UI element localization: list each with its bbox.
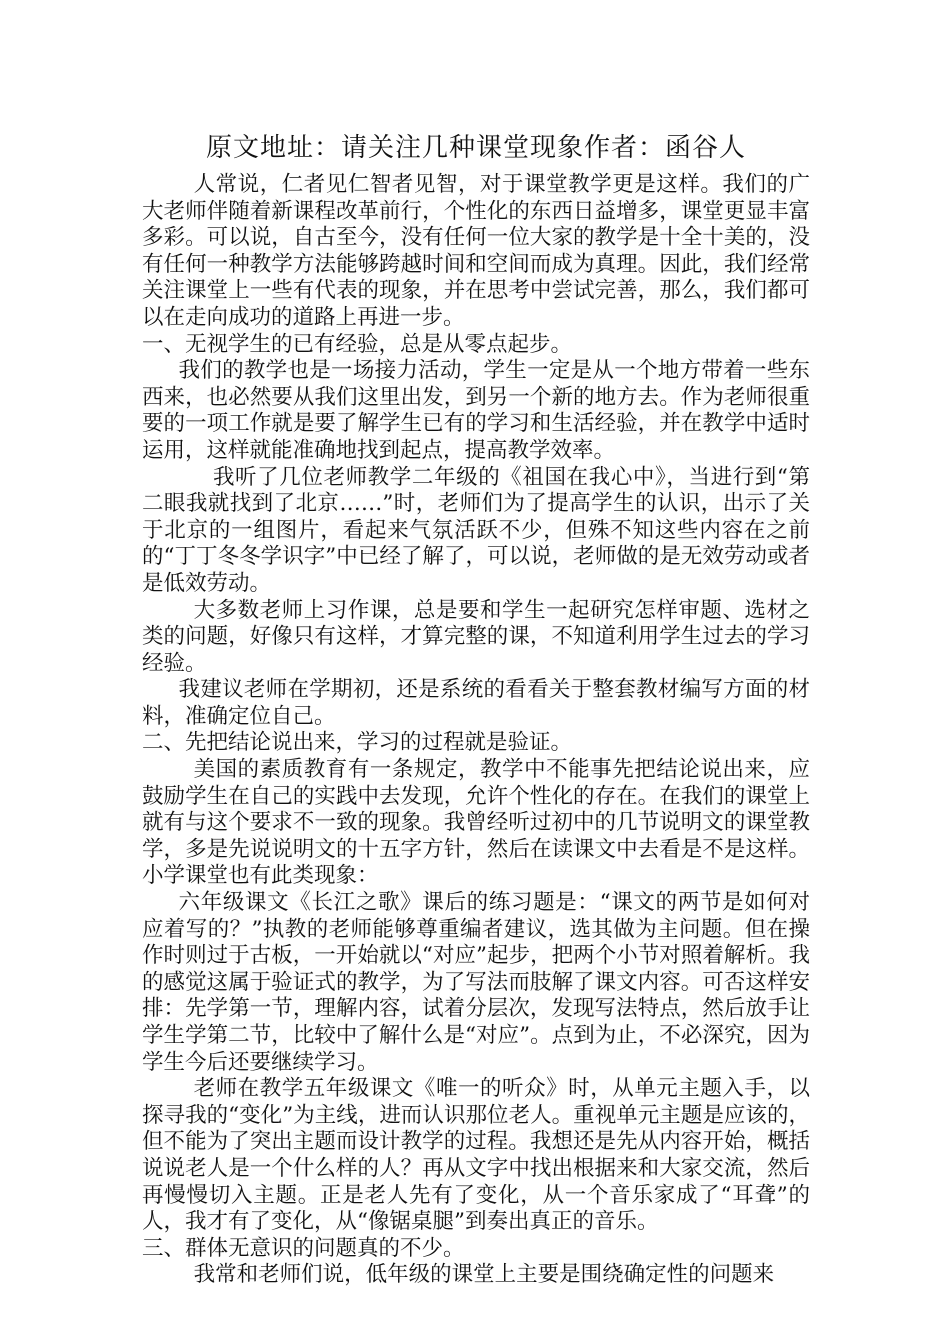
section-heading-3: 三、群体无意识的问题真的不少。 <box>142 1235 465 1261</box>
body-paragraph: 我们的教学也是一场接力活动，学生一定是从一个地方带着一些东西来，也必然要从我们这里出发，到另一个新的地方去。作为老师很重要的一项工作就是要了解学生已有的学习和生活经验，并在教学中适时运用，这样就能准确地找到起点，提高教学效率。 <box>142 358 810 463</box>
body-paragraph: 美国的素质教育有一条规定，教学中不能事先把结论说出来，应鼓励学生在自己的实践中去发现，允许个性化的存在。在我们的课堂上就有与这个要求不一致的现象。我曾经听过初中的几节说明文的课堂教学，多是先说说明文的十五字方针，然后在读课文中去看是不是这样。小学课堂也有此类现象： <box>142 757 810 889</box>
body-paragraph: 大多数老师上习作课，总是要和学生一起研究怎样审题、选材之类的问题，好像只有这样，才算完整的课，不知道利用学生过去的学习经验。 <box>142 597 810 676</box>
document-title: 原文地址：请关注几种课堂现象作者：函谷人 <box>205 133 746 163</box>
section-heading-2: 二、先把结论说出来，学习的过程就是验证。 <box>142 730 573 756</box>
body-paragraph: 六年级课文《长江之歌》课后的练习题是：“课文的两节是如何对应着写的？”执教的老师能够尊重编者建议，选其做为主问题。但在操作时则过于古板，一开始就以“对应”起步，把两个小节对照着解析。我的感觉这属于验证式的教学，为了写法而肢解了课文内容。可否这样安排：先学第一节，理解内容，试着分层次，发现写法特点，然后放手让学生学第二节，比较中了解什么是“对应”。点到为止，不必深究，因为学生今后还要继续学习。 <box>142 890 810 1075</box>
document-page <box>142 130 810 1289</box>
body-paragraph: 我听了几位老师教学二年级的《祖国在我心中》，当进行到“第二眼我就找到了北京……”时，老师们为了提高学生的认识，出示了关于北京的一组图片，看起来气氛活跃不少，但殊不知这些内容在之前的“丁丁冬冬学识字”中已经了解了，可以说，老师做的是无效劳动或者是低效劳动。 <box>142 464 810 596</box>
body-paragraph: 我常和老师们说，低年级的课堂上主要是围绕确定性的问题来 <box>193 1262 775 1288</box>
intro-paragraph: 人常说，仁者见仁智者见智，对于课堂教学更是这样。我们的广大老师伴随着新课程改革前行，个性化的东西日益增多，课堂更显丰富多彩。可以说，自古至今，没有任何一位大家的教学是十全十美的，没有任何一种教学方法能够跨越时间和空间而成为真理。因此，我们经常关注课堂上一些有代表的现象，并在思考中尝试完善，那么，我们都可以在走向成功的道路上再进一步。 <box>142 172 810 330</box>
section-heading-1: 一、无视学生的已有经验，总是从零点起步。 <box>142 331 573 357</box>
body-paragraph: 老师在教学五年级课文《唯一的听众》时，从单元主题入手，以探寻我的“变化”为主线，进而认识那位老人。重视单元主题是应该的，但不能为了突出主题而设计教学的过程。我想还是先从内容开始，概括说说老人是一个什么样的人？再从文字中找出根据来和大家交流，然后再慢慢切入主题。正是老人先有了变化，从一个音乐家成了“耳聋”的人，我才有了变化，从“像锯桌腿”到奏出真正的音乐。 <box>142 1076 810 1235</box>
body-paragraph: 我建议老师在学期初，还是系统的看看关于整套教材编写方面的材料，准确定位自己。 <box>142 677 810 729</box>
